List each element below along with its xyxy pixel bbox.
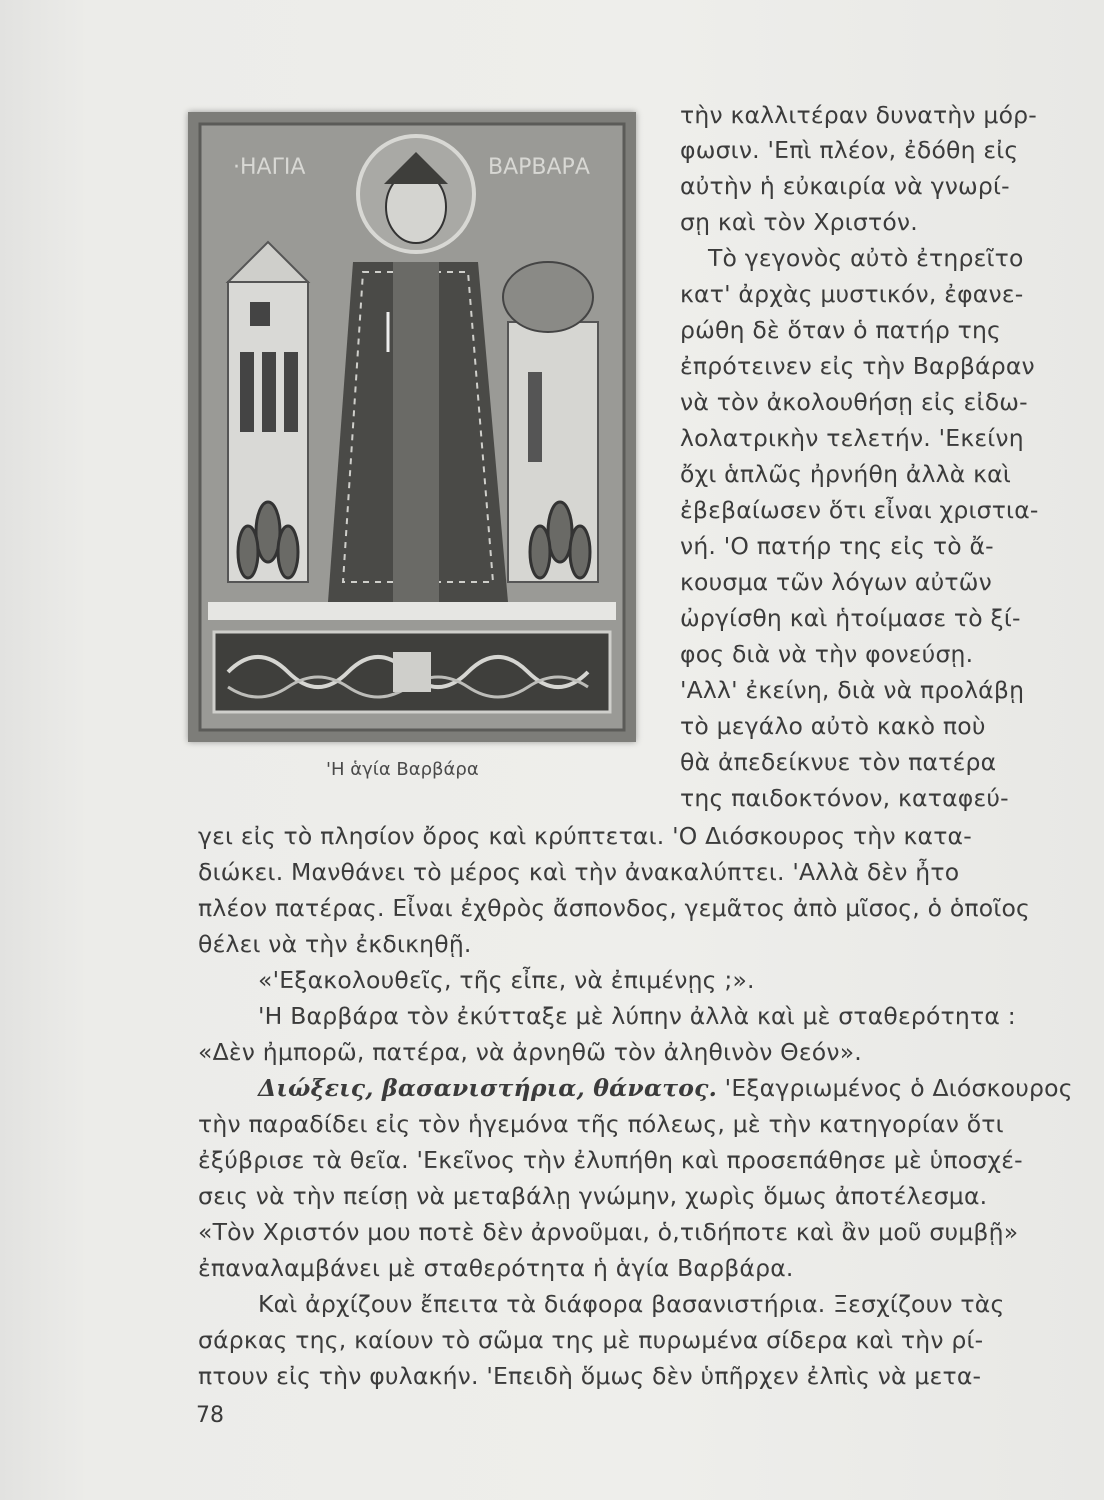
section-heading-line [258,1074,1073,1102]
text-line: «Τὸν Χριστόν μου ποτὲ δὲν ἀρνοῦμαι, ὁ,τιδήποτε καὶ ἂν μοῦ συμβῇ» [198,1218,1019,1246]
text-line: νή. 'Ο πατήρ της εἰς τὸ ἄ- [680,532,994,560]
text-line-rest: 'Εξαγριωμένος ὁ Διόσκουρος [724,1074,1073,1102]
text-line: σεις νὰ τὴν πείσῃ νὰ μεταβάλῃ γνώμην, χωρὶς ὅμως ἀποτέλεσμα. [198,1182,988,1210]
icon-illustration [188,112,636,742]
text-line: διώκει. Μανθάνει τὸ μέρος καὶ τὴν ἀνακαλύπτει. 'Αλλὰ δὲν ἦτο [198,858,960,886]
text-line: «Δὲν ἠμπορῶ, πατέρα, νὰ ἀρνηθῶ τὸν ἀληθινὸν Θεόν». [198,1038,862,1066]
text-line: νὰ τὸν ἀκολουθήσῃ εἰς εἰδω- [680,388,1028,416]
saint-barbara-icon-image [188,112,636,742]
text-line: ὠργίσθη καὶ ἡτοίμασε τὸ ξί- [680,604,1021,632]
text-line: της παιδοκτόνον, καταφεύ- [680,784,1009,812]
text-line: κατ' ἀρχὰς μυστικόν, ἐφανε- [680,280,1024,308]
text-line: φος διὰ νὰ τὴν φονεύσῃ. [680,640,974,668]
text-line: φωσιν. 'Επὶ πλέον, ἐδόθη εἰς [680,136,1019,164]
text-line: αὐτὴν ἡ εὐκαιρία νὰ γνωρί- [680,172,1010,200]
text-line: ἐπαναλαμβάνει μὲ σταθερότητα ἡ ἁγία Βαρβάρα. [198,1254,794,1282]
text-line: ἐπρότεινεν εἰς τὴν Βαρβάραν [680,352,1035,380]
icon-title-left: ·ΗΑΓΙΑ [233,155,306,180]
text-line: τὴν καλλιτέραν δυνατὴν μόρ- [680,101,1037,129]
text-line: 'Αλλ' ἐκείνη, διὰ νὰ προλάβῃ [680,676,1025,704]
text-line: 'Η Βαρβάρα τὸν ἐκύτταξε μὲ λύπην ἀλλὰ καὶ μὲ σταθερότητα : [258,1002,1016,1030]
text-line: κουσμα τῶν λόγων αὐτῶν [680,568,992,596]
text-line: «'Εξακολουθεῖς, τῆς εἶπε, νὰ ἐπιμένῃς ;». [258,966,755,994]
text-line: ὄχι ἁπλῶς ἠρνήθη ἀλλὰ καὶ [680,460,1011,488]
text-line: σάρκας της, καίουν τὸ σῶμα της μὲ πυρωμένα σίδερα καὶ τὴν ρί- [198,1326,984,1354]
text-line: πτουν εἰς τὴν φυλακήν. 'Επειδὴ ὅμως δὲν ὑπῆρχεν ἐλπὶς νὰ μετα- [198,1362,982,1390]
text-line: σῃ καὶ τὸν Χριστόν. [680,208,918,236]
icon-title-right: ΒΑΡΒΑΡΑ [488,155,590,180]
text-line: ἐβεβαίωσεν ὅτι εἶναι χριστια- [680,496,1039,524]
text-line: τὴν παραδίδει εἰς τὸν ἡγεμόνα τῆς πόλεως, μὲ τὴν κατηγορίαν ὅτι [198,1110,1004,1138]
page-number: 78 [196,1403,224,1428]
text-line: θὰ ἀπεδείκνυε τὸν πατέρα [680,748,997,776]
text-line: θέλει νὰ τὴν ἐκδικηθῇ. [198,930,472,958]
figure-caption: 'Η ἁγία Βαρβάρα [326,759,479,780]
text-line: ἐξύβρισε τὰ θεῖα. 'Εκεῖνος τὴν ἐλυπήθη καὶ προσεπάθησε μὲ ὑποσχέ- [198,1146,1023,1174]
text-line: πλέον πατέρας. Εἶναι ἐχθρὸς ἄσπονδος, γεμᾶτος ἀπὸ μῖσος, ὁ ὁποῖος [198,894,1031,922]
text-line: ρώθη δὲ ὅταν ὁ πατήρ της [680,316,1002,344]
text-line: Τὸ γεγονὸς αὐτὸ ἐτηρεῖτο [708,244,1024,272]
text-line: λολατρικὴν τελετήν. 'Εκείνη [680,424,1024,452]
text-line: τὸ μεγάλο αὐτὸ κακὸ ποὺ [680,712,986,740]
text-line: γει εἰς τὸ πλησίον ὄρος καὶ κρύπτεται. 'Ο Διόσκουρος τὴν κατα- [198,822,972,850]
text-line: Καὶ ἀρχίζουν ἔπειτα τὰ διάφορα βασανιστήρια. Ξεσχίζουν τὰς [258,1290,1005,1318]
section-heading: Διώξεις, βασανιστήρια, θάνατος. [258,1074,717,1102]
